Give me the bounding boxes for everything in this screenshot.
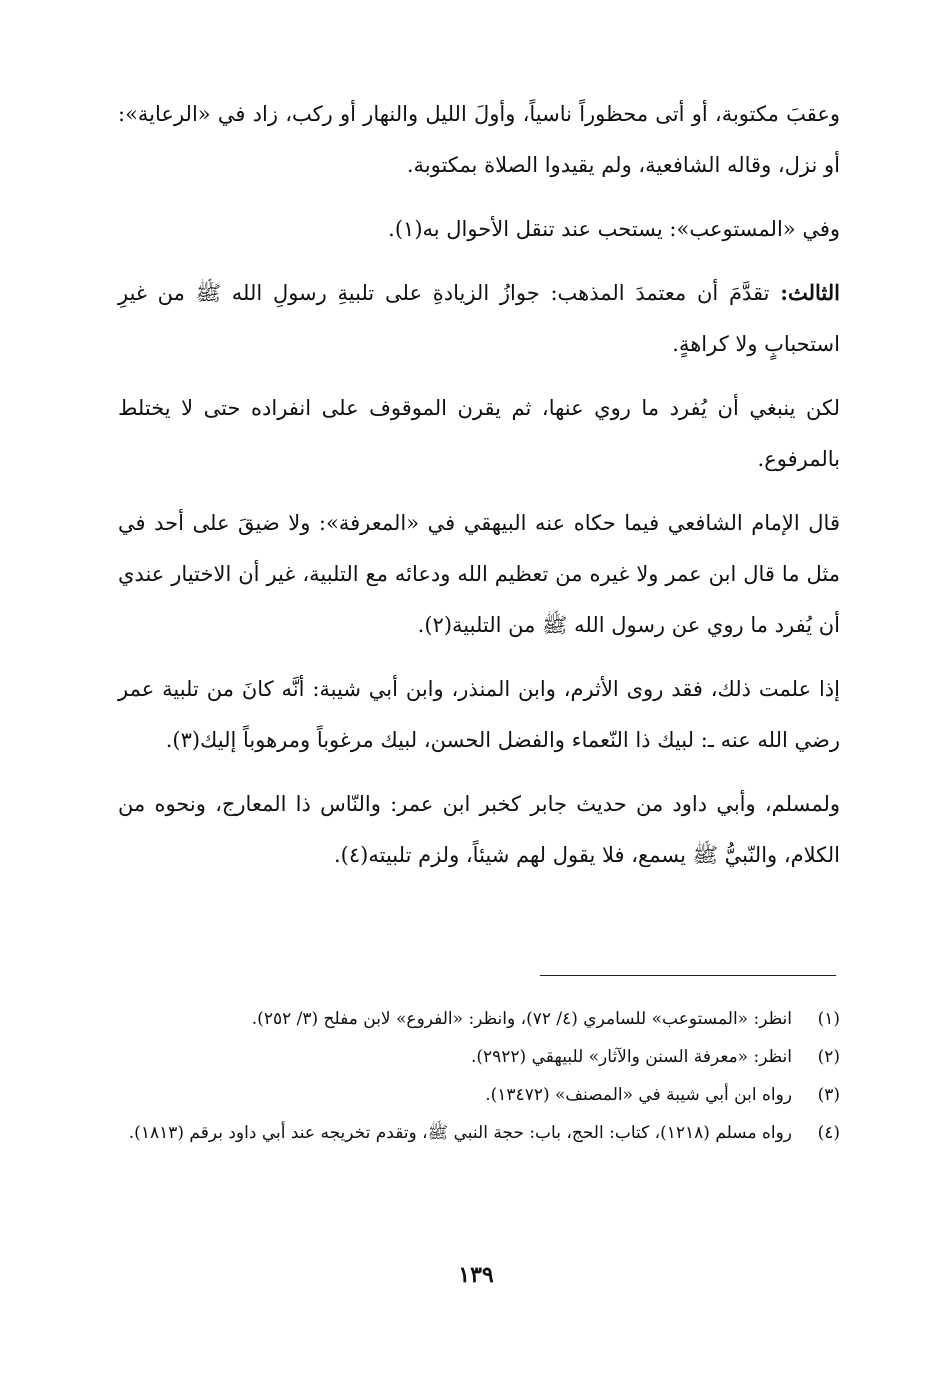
paragraph-text: ولمسلم، وأبي داود من حديث جابر كخبر ابن عمر: والنّاس ذا المعارج، ونحوه من الكلام، والنّبيُّ ﷺ يسمع، فلا يقول لهم شيئاً، ولزم تلبيته(٤). bbox=[118, 792, 840, 867]
paragraph-1 bbox=[118, 88, 840, 191]
paragraph-text: وعقبَ مكتوبة، أو أتى محظوراً ناسياً، وأولَ الليل والنهار أو ركب، زاد في «الرعاية»: أو نزل، وقاله الشافعية، ولم يقيدوا الصلاة بمكتوبة. bbox=[118, 102, 840, 177]
footnote-text: رواه ابن أبي شيبة في «المصنف» (١٣٤٧٢). bbox=[485, 1085, 792, 1105]
paragraph-text: إذا علمت ذلك، فقد روى الأثرم، وابن المنذر، وابن أبي شيبة: أنَّه كانَ من تلبية عمر رضي الله عنه ـ: لبيك ذا النّعماء والفضل الحسن، لبيك مرغوباً ومرهوباً إليك(٣). bbox=[118, 677, 840, 752]
footnote-number: (١) bbox=[817, 1009, 840, 1029]
footnote-text: رواه مسلم (١٢١٨)، كتاب: الحج، باب: حجة النبي ﷺ، وتقدم تخريجه عند أبي داود برقم (١٨١٣). bbox=[128, 1123, 792, 1143]
paragraph-text: لكن ينبغي أن يُفرد ما روي عنها، ثم يقرن الموقوف على انفراده حتى لا يختلط بالمرفوع. bbox=[118, 396, 840, 471]
main-text bbox=[118, 88, 840, 893]
paragraph-2 bbox=[118, 203, 840, 255]
paragraph-5 bbox=[118, 497, 840, 651]
footnote-2 bbox=[118, 1040, 840, 1074]
footnote-number: (٢) bbox=[817, 1047, 840, 1067]
footnote-number: (٣) bbox=[817, 1085, 840, 1105]
page-number: ١٣٩ bbox=[458, 1262, 494, 1288]
footnote-4 bbox=[118, 1116, 840, 1150]
paragraph-text: قال الإمام الشافعي فيما حكاه عنه البيهقي في «المعرفة»: ولا ضيقَ على أحد في مثل ما قال ابن عمر ولا غيره من تعظيم الله ودعائه مع التلبية، غير أن الاختيار عندي أن يُفرد ما روي عن رسول الله ﷺ من التلبية(٢). bbox=[118, 511, 840, 637]
footnote-text: انظر: «معرفة السنن والآثار» للبيهقي (٢٩٢٢). bbox=[470, 1047, 792, 1067]
paragraph-7 bbox=[118, 778, 840, 881]
paragraph-4 bbox=[118, 382, 840, 485]
paragraph-text: تقدَّمَ أن معتمدَ المذهب: جوازُ الزيادةِ على تلبيةِ رسولِ الله ﷺ من غيرِ استحبابٍ ولا كراهةٍ. bbox=[118, 281, 840, 356]
footnote-3 bbox=[118, 1078, 840, 1112]
footnotes bbox=[118, 1002, 840, 1154]
paragraph-6 bbox=[118, 663, 840, 766]
footnote-text: انظر: «المستوعب» للسامري (٤/ ٧٢)، وانظر: «الفروع» لابن مفلح (٣/ ٢٥٢). bbox=[251, 1009, 792, 1029]
footnote-separator bbox=[540, 975, 836, 976]
footnote-1 bbox=[118, 1002, 840, 1036]
footnote-number: (٤) bbox=[817, 1123, 840, 1143]
paragraph-lead: الثالث: bbox=[780, 280, 840, 305]
paragraph-3 bbox=[118, 267, 840, 370]
paragraph-text: وفي «المستوعب»: يستحب عند تنقل الأحوال به(١). bbox=[388, 217, 840, 241]
